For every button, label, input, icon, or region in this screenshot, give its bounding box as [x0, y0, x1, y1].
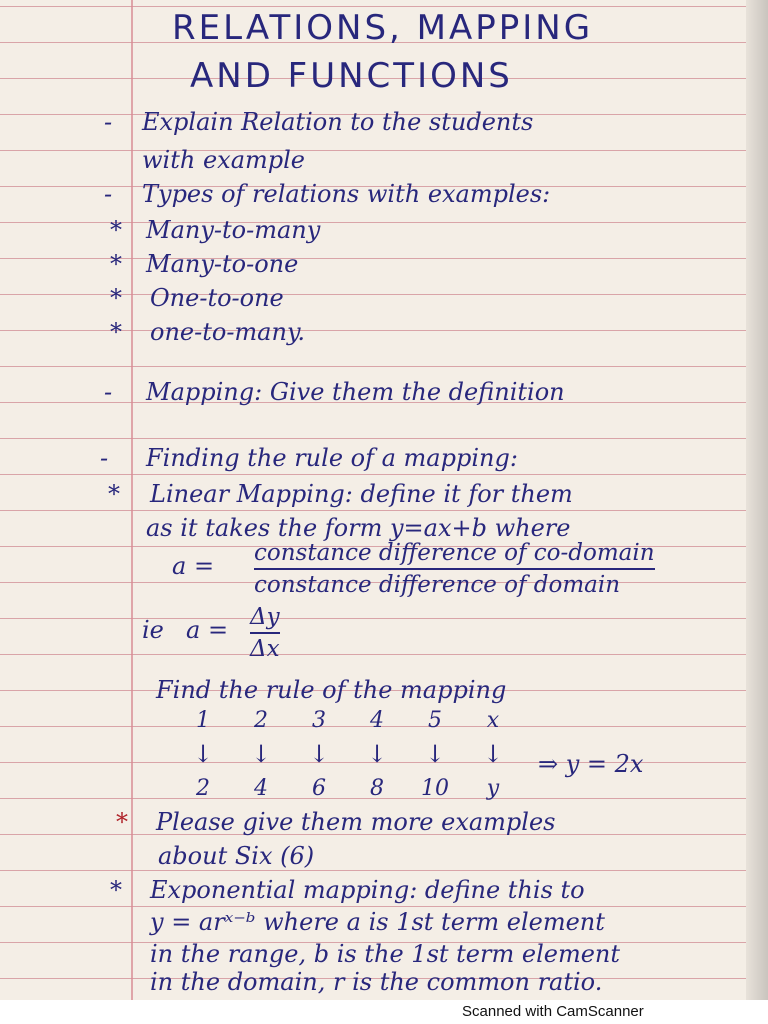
- formula-numerator: constance difference of co-domain: [254, 540, 655, 570]
- note-bullet: *: [108, 480, 120, 508]
- note-line: Finding the rule of a mapping:: [146, 444, 518, 472]
- note-line: Types of relations with examples:: [142, 180, 551, 208]
- title-line-2: AND FUNCTIONS: [190, 56, 513, 96]
- note-line: One-to-one: [150, 284, 284, 312]
- delta-fraction: [250, 604, 280, 662]
- note-bullet: *: [110, 876, 122, 904]
- down-arrow-icon: ↓: [250, 740, 272, 768]
- domain-value: 5: [428, 708, 442, 733]
- note-bullet: -: [104, 180, 113, 208]
- ie-prefix: ie: [142, 616, 164, 644]
- note-bullet: -: [104, 108, 113, 136]
- exponential-line-1: Exponential mapping: define this to: [150, 876, 585, 904]
- scanner-watermark: Scanned with CamScanner: [462, 1003, 644, 1020]
- note-line: Explain Relation to the students: [142, 108, 534, 136]
- exponential-line-3: in the range, b is the 1st term element: [150, 940, 621, 968]
- mapping-heading: Find the rule of the mapping: [156, 676, 507, 704]
- note-bullet: -: [100, 444, 109, 472]
- codomain-value: 2: [196, 776, 210, 801]
- note-bullet: *: [110, 284, 122, 312]
- note-bullet: *: [110, 318, 122, 346]
- note-line: one-to-many.: [150, 318, 305, 346]
- note-bullet: *: [110, 216, 122, 244]
- domain-value: 3: [312, 708, 326, 733]
- exponential-line-2: y = arˣ⁻ᵇ where a is 1st term element: [150, 908, 605, 936]
- delta-lhs: a =: [186, 616, 229, 644]
- note-line: Many-to-one: [146, 250, 299, 278]
- formula-denominator: constance difference of domain: [254, 572, 621, 598]
- delta-denominator: Δx: [250, 636, 280, 662]
- codomain-value: 6: [312, 776, 326, 801]
- codomain-value: 8: [370, 776, 384, 801]
- exponential-line-4: in the domain, r is the common ratio.: [150, 968, 603, 996]
- domain-value: 4: [370, 708, 384, 733]
- note-line: Many-to-many: [146, 216, 321, 244]
- note-line: Linear Mapping: define it for them: [150, 480, 573, 508]
- note-line: Mapping: Give them the definition: [146, 378, 565, 406]
- mapping-result: ⇒ y = 2x: [538, 750, 644, 778]
- margin-line: [131, 0, 133, 1000]
- note-line: with example: [142, 146, 305, 174]
- down-arrow-icon: ↓: [424, 740, 446, 768]
- domain-value: x: [486, 708, 500, 733]
- codomain-value: y: [486, 776, 500, 801]
- more-examples-line-2: about Six (6): [158, 842, 315, 870]
- down-arrow-icon: ↓: [482, 740, 504, 768]
- domain-value: 1: [196, 708, 210, 733]
- codomain-value: 4: [254, 776, 268, 801]
- down-arrow-icon: ↓: [308, 740, 330, 768]
- mapping-arrow-row: [174, 740, 522, 768]
- notebook-binding: [746, 0, 768, 1000]
- title-line-1: RELATIONS, MAPPING: [172, 8, 594, 48]
- down-arrow-icon: ↓: [192, 740, 214, 768]
- mapping-codomain-row: [174, 776, 522, 801]
- domain-value: 2: [254, 708, 268, 733]
- note-line: as it takes the form y=ax+b where: [146, 514, 571, 542]
- note-bullet: -: [104, 378, 113, 406]
- delta-numerator: Δy: [250, 604, 280, 634]
- codomain-value: 10: [421, 776, 449, 801]
- formula-lhs: a =: [172, 552, 215, 580]
- formula-fraction: [254, 540, 655, 598]
- more-examples-line-1: Please give them more examples: [156, 808, 556, 836]
- down-arrow-icon: ↓: [366, 740, 388, 768]
- red-star-bullet: *: [116, 808, 128, 836]
- note-bullet: *: [110, 250, 122, 278]
- mapping-domain-row: [174, 708, 522, 733]
